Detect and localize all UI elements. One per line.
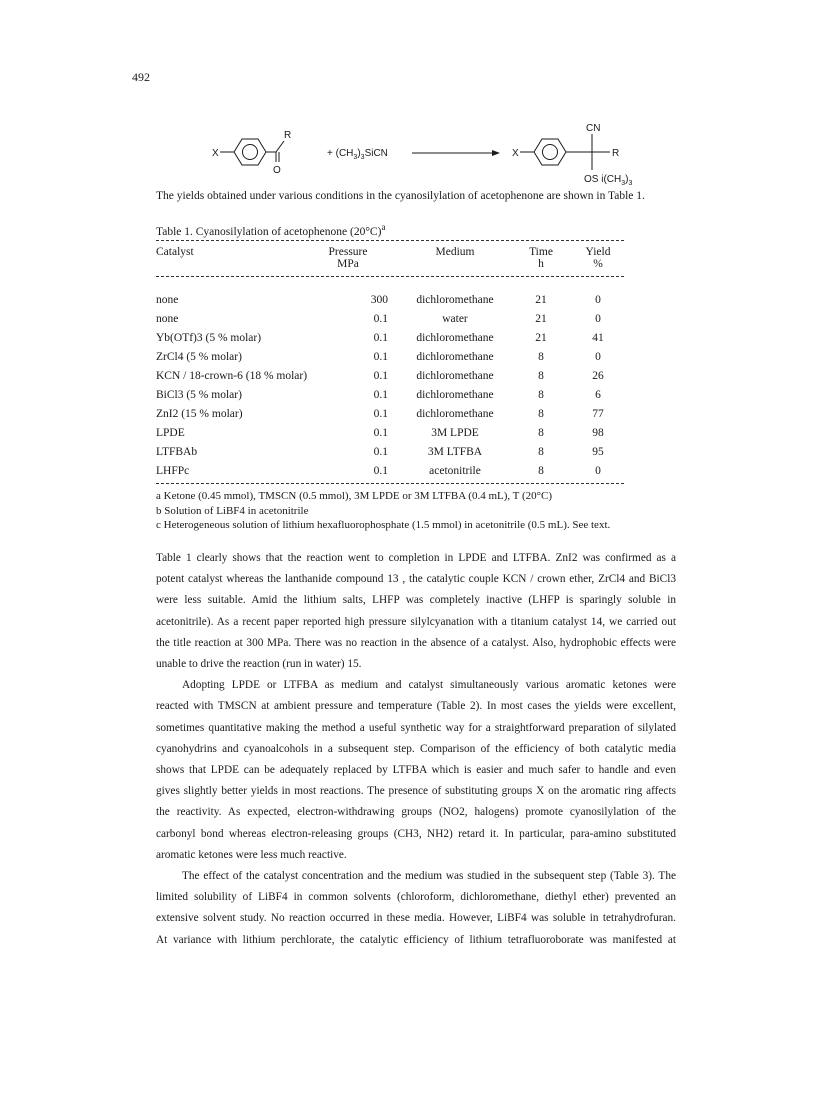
text-line: potent catalyst whereas the lanthanide compound 13 , the catalytic couple KCN / crown ether, ZrCl4 and BiCl3 [156, 573, 676, 586]
reaction-scheme [200, 118, 633, 198]
text-line: cyanohydrins and cyanoalcohols in a subsequent step. Comparison of the efficiency of both catalytic media [156, 742, 676, 755]
paragraph-3 [156, 866, 676, 951]
text-line: At variance with lithium perchlorate, the catalytic efficiency of lithium tetrafluoroborate was manifested at [156, 933, 676, 946]
text-line: Table 1 clearly shows that the reaction went to completion in LPDE and LTFBA. ZnI2 was confirmed as a [156, 552, 676, 564]
table-row: none 300 dichloromethane 21 0 [156, 294, 601, 306]
header-time: Time h [529, 246, 553, 270]
table-row: ZrCl4 (5 % molar) 0.1 dichloromethane 8 0 [156, 351, 601, 363]
text-line: extensive solvent study. No reaction occurred in these media. However, LiBF4 was soluble in tetrahydrofuran. [156, 912, 676, 925]
table-caption-note: a [381, 222, 386, 232]
right-benzene-ring [534, 139, 566, 165]
table-row: LPDE 0.1 3M LPDE 8 98 [156, 427, 604, 439]
table-header [156, 241, 624, 276]
header-catalyst: Catalyst [156, 246, 194, 258]
footnote-b: b Solution of LiBF4 in acetonitrile [156, 504, 309, 517]
header-pressure: Pressure MPa [328, 246, 368, 270]
scheme-cn: CN [586, 123, 601, 134]
table-caption [156, 222, 385, 238]
right-aromatic-circle [543, 145, 558, 160]
results-table [156, 240, 624, 484]
header-yield: Yield % [585, 246, 611, 270]
footnote-c: c Heterogeneous solution of lithium hexafluorophosphate (1.5 mmol) in acetonitrile (0.5 mL). See text. [156, 519, 611, 531]
table-footnotes [156, 489, 676, 533]
intro-sentence: The yields obtained under various conditions in the cyanosilylation of acetophenone are shown in Table 1. [156, 190, 645, 202]
scheme-x-left: X [212, 148, 219, 159]
table-row: none 0.1 water 21 0 [156, 313, 601, 325]
scheme-o-left: O [273, 165, 281, 176]
scheme-os: OS $i(CH_3)_3$ [584, 174, 633, 187]
scheme-r-left: R [284, 130, 292, 141]
scheme-r-right: R [612, 148, 620, 159]
text-line: aromatic ketones were less much reactive. [156, 848, 347, 861]
scheme-x-right: X [512, 148, 519, 159]
header-medium: Medium [435, 246, 475, 258]
table-caption-text: Table 1. Cyanosilylation of acetophenone (20°C) [156, 225, 382, 238]
text-line: reacted with TMSCN at ambient pressure and temperature (Table 2). In most cases the yields were excellent, [156, 700, 676, 713]
text-line: were less suitable. Amid the lithium salts, LHFP was completely inactive (LHFP is sparingly soluble in [156, 594, 676, 607]
paragraph-1 [156, 548, 676, 675]
text-line: limited solubility of LiBF4 in common solvents (chloroform, dichloromethane, diethyl ether) prevented an [156, 891, 676, 904]
text-line: sometimes quantitative making the method a useful synthetic way for a straightforward preparation of silylated [156, 721, 676, 734]
text-line: shows that LPDE can be adequately replaced by LTFBA which is easier and much safer to handle and even [156, 764, 676, 777]
text-line: Adopting LPDE or LTFBA as medium and catalyst simultaneously various aromatic ketones were [182, 679, 676, 692]
table-row: ZnI2 (15 % molar) 0.1 dichloromethane 8 77 [156, 408, 604, 420]
page-number: 492 [132, 70, 150, 84]
table-body [156, 277, 624, 483]
table-row: KCN / 18-crown-6 (18 % molar) 0.1 dichloromethane 8 26 [156, 370, 604, 382]
footnote-a: a Ketone (0.45 mmol), TMSCN (0.5 mmol), 3M LPDE or 3M LTFBA (0.4 mL), T (20°C) [156, 490, 553, 502]
table-rule-bottom [156, 483, 624, 484]
table-row: Yb(OTf)3 (5 % molar) 0.1 dichloromethane 21 41 [156, 332, 604, 344]
table-row: LTFBAb 0.1 3M LTFBA 8 95 [156, 446, 604, 458]
text-line: The effect of the catalyst concentration and the medium was studied in the subsequent step (Table 3). The [182, 870, 676, 883]
table-row: LHFPc 0.1 acetonitrile 8 0 [156, 465, 601, 477]
body-text [156, 548, 676, 951]
left-aromatic-circle [243, 145, 258, 160]
left-benzene-ring [234, 139, 266, 165]
text-line: the reactivity. As expected, electron-withdrawing groups (NO2, halogens) promote cyanosilylation of the [156, 806, 676, 819]
text-line: unable to drive the reaction (run in water) 15. [156, 658, 362, 671]
scheme-reagent: + $(CH_3)_3SiCN$ [327, 148, 388, 161]
text-line: carbonyl bond whereas electron-releasing groups (CH3, NH2) retard it. In particular, para-amino substituted [156, 827, 676, 840]
paragraph-2 [156, 675, 676, 866]
table-row: BiCl3 (5 % molar) 0.1 dichloromethane 8 6 [156, 389, 601, 401]
text-line: the title reaction at 300 MPa. There was no reaction in the absence of a catalyst. Also, hydrophobic effects were [156, 636, 676, 649]
text-line: gives slightly better yields in most reactions. The presence of substituting groups X on the aromatic ring affects [156, 785, 676, 798]
reaction-scheme-svg [200, 118, 633, 198]
text-line: acetonitrile). As a recent paper reported high pressure silylcyanation with a titanium catalyst 14, we carried out [156, 615, 676, 628]
